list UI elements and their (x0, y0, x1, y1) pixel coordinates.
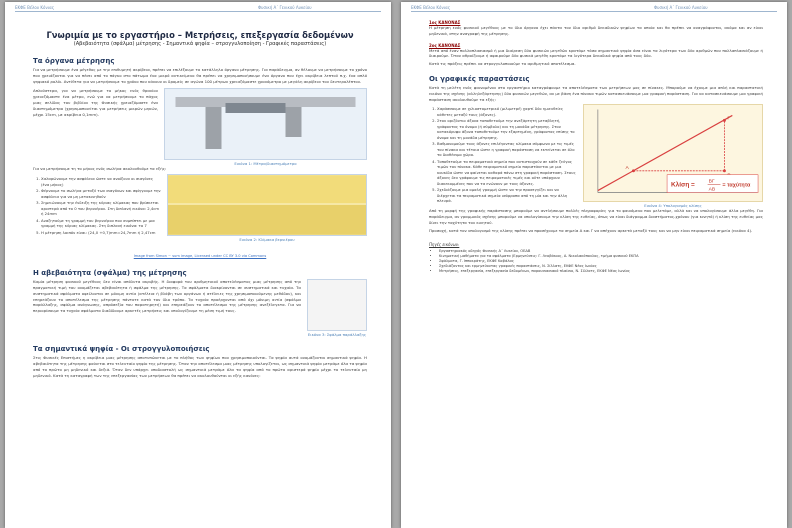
header-left: ΕΚΦΕ Βέλου Κόνιας (15, 5, 55, 10)
source-link[interactable]: Image from Simon ~ sum image, Licensed under CC BY 3.0 via Commons (133, 254, 267, 259)
section-title-uncertainty: Η αβεβαιότητα (σφάλμα) της μέτρησης (33, 269, 187, 278)
slope-label: Κλίση = (671, 181, 695, 189)
paragraph: Προσοχή, κατά τον υπολογισμό της κλίσης πρέπει να προσέχουμε τα σημεία Α και Γ να απέχουν αρκετά μεταξύ τους και να μην είναι πειραματικά σημεία (εικόνα 4). (429, 227, 753, 233)
section-title-graphs: Οι γραφικές παραστάσεις (429, 74, 530, 83)
list-item: 2. Στον οριζόντιο άξονα τοποθετούμε την ανεξάρτητη μεταβλητή, γράφοντας το όνομα (ή σύμβολο) και τη μονάδα μέτρησης. Στον κατακόρυφο άξονα τοποθετούμε την εξαρτημένη, γράφοντας επίσης το όνομα και τη μονάδα μέτρησης. (437, 118, 577, 140)
rule-2-title: 2ος ΚΑΝΟΝΑΣ (429, 42, 461, 48)
document-title: Γνωριμία με το εργαστήριο – Μετρήσεις, επεξεργασία δεδομένων (46, 30, 354, 40)
slope-graph-svg (584, 105, 762, 201)
list-item: • Μετρήσεις, επεξεργασία, επεξεργασία δεδομένων, παρουσιασιακό πλαίσιο, Ν. Σίλλατς, ΕΚΦΕ Νέας Ιωνίας (439, 269, 763, 274)
list-item: • Κινηματική μαθήματα για τα σφάλματα (Ερμηνεύσεις: Γ. Λεοβάκιος, Α. Νικολακόπουλος, τμήμα φυσικού ΕΚΠΑ (439, 254, 763, 259)
list-item: 3. Βαθμονομούμε τους άξονες επιλέγοντας κλίμακα σύμφωνα με τις τιμές του πίνακα και τέτοια ώστε η γραφική παράσταση να εκτείνεται σε όλο το διαθέσιμο χώρο. (437, 141, 577, 158)
header-right: Φυσική Α΄ Γενικού Λυκείου (654, 5, 708, 10)
paragraph: Στις Φυσικές Επιστήμες η ακρίβεια μιας μέτρησης αποτυπώνεται με το πλήθος των ψηφίων που χρησιμοποιούνται. Τα ψηφία αυτά ονομάζονται σημαντικά ψηφία. Η αβεβαιότητα της μέτρησης φαίνεται στο τελευταίο ψηφίο της μέτρησης. Όταν την αποτέλεσμα μιας μέτρησης υπολογίζεται, ως σημαντικά ψηφία μετράμε όλα τα ψηφία από το πρώτο μη μηδενικό και δεξιά. Όταν δεν υπάρχει υποδιαστολή ως σημαντικά μετράμε όλα τα ψηφία από το πρώτο αριστερά ψηφίο μέχρι το τελευταίο μη μηδενικό. Κατά τη καταγραφή των της επεξεργασίας των μετρήσεων θα πρέπει να ακολουθούνται οι εξής κανόνες: (33, 355, 367, 378)
slope-numerator: BΓ (708, 180, 715, 186)
rule-2-text: Μετά από έναν πολλαπλασιασμό ή μια διαίρεση δύο φυσικών μεγεθών κρατάμε τόσα σημαντικά ψηφία όσα είναι τα λιγότερα των δύο αριθμών που πολλαπλασιάζουμε ή διαιρούμε. Όταν αθροίζουμε ή αφαιρούμε δύο φυσικά μεγέθη κρατάμε τα λιγότερα δεκαδικά ψηφία από τους δύο. (429, 47, 763, 59)
list-item: 4. Τοποθετούμε τα πειραματικά σημεία που αντιστοιχούν σε κάθε ζεύγος τιμών του πίνακα. Κάθε πειραματικό σημείο παριστάνεται με μια κουκίδα ώστε να φαίνεται καθαρά πάνω στη γραφική παράσταση. Στους άξονες δεν γράφουμε τις πειραματικές τιμές και ούτε υπάρχουν διακεκομμένες που να τα ενώνουν με τους άξονες. (437, 159, 577, 187)
list-item: 5. Η μέτρηση λοιπόν είναι: (24,0 +0,7)mm=24,7mm ή 2,47cm (41, 230, 161, 236)
paragraph: Για να μετρήσουμε τη το μήκος ενός σωλήνα ακολουθούμε τα εξής: (33, 166, 167, 172)
section-title-significant-figures: Τα σημαντικά ψηφία - Οι στρογγυλοποιήσεις (33, 345, 210, 354)
header-divider (15, 11, 381, 12)
section-title-instruments: Τα όργανα μέτρησης (33, 57, 115, 65)
point-g-label: Γ (727, 116, 731, 122)
rule-1-text: Η μέτρηση ενός φυσικού μεγέθους με το ίδιο όργανο έχει πάντα τον ίδιο αριθμό δεκαδικών ψηφίων τα οποία και θα πρέπει να αναγράφονται, ακόμα και αν είναι μηδενικά, στην αναγραφή της μέτρησης. (429, 25, 763, 36)
document-page-1 (5, 2, 391, 528)
page-header (15, 5, 381, 10)
list-item: • Σφάλματα, Γ. Ιπποκράτης, ΕΚΦΕ Καβάλας (439, 259, 763, 264)
references-label: Πηγές εικόνων: (429, 241, 460, 247)
slope-denominator: AB (708, 187, 716, 193)
rule-1-title: 1ος ΚΑΝΟΝΑΣ (429, 20, 461, 25)
list-item: 5. Σχεδιάζουμε μια ομαλή γραμμή ώστε να την προσεγγίζει και να διέρχεται τα πειραματικά σημεία ισόρροπα από τη μία και την άλλη πλευρά. (437, 187, 577, 204)
point-b-marker (723, 170, 726, 173)
paragraph: Απλούστερα, για να μετρήσουμε το μήκος ενός θρανίου χρειαζόμαστε ένα μέτρο, ενώ για να μετρήσουμε το πάχος μιας σελίδας του βιβλίου της Φυσικής χρειαζόμαστε ένα διαστημόμετρο (χρησιμοποιείται για μετρήσεις μικρών μηκών, μέχρι 15cm, με ακρίβεια 0,1mm). (33, 88, 158, 117)
list-item: 1. Χαράσσουμε σε χιλιοστομετρικό (μιλιμετρέ) χαρτί δύο ημιευθείες κάθετες μεταξύ τους (άξονες). (437, 106, 577, 117)
point-a-marker (632, 170, 635, 173)
figure-caption: Εικόνα 1: Μέτρα/διαστημόμετρο (234, 161, 297, 167)
point-g-marker (723, 119, 726, 122)
caliper-image (164, 88, 367, 160)
list-item: • Σχεδιάζοντας και ερμηνεύοντας γραφικές παραστάσεις, Ν. Σίλλατς, ΕΚΦΕ Νέας Ιωνίας (439, 264, 763, 269)
vernier-scale-image (167, 174, 367, 236)
paragraph: Για να μετρήσουμε ένα μέγεθος με την επιθυμητή ακρίβεια, πρέπει να επιλέξουμε το κατάλληλο όργανο μέτρησης. Για παράδειγμα, αν θέλουμε να μετρήσουμε το χρόνο που χρειάζονται για να πέσει από το πάγκο στο πάτωμα ένα μικρό αντικείμενο θα πρέπει να χρησιμοποιήσουμε ένα όργανο που έχει ακρίβεια λεπτού π.χ. ένα απλό ψηφιακό ρολόι. Αντίθετα για να μετρήσουμε το χρόνο που κάνουν οι δρομείς σε αγώνα 100 μέτρων χρειαζόμαστε χρονόμετρο με μεγάλη ακρίβεια του δευτερολέπτου. (33, 67, 367, 84)
point-a-label: A (625, 166, 629, 172)
paragraph: Από τη μορφή της γραφικής παράστασης μπορούμε να αντλήσουμε πολλές πληροφορίες για το φαινόμενο που μελετάμε, αλλά και να υπολογίσουμε άλλα μεγέθη. Για παράδειγμα, αν γραμμικός σχέσης μπορούμε να υπολογίσουμε την κλίση της ευθείας, όπως να είναι διάγραμμα διαστήματος-χρόνου (για κινητό) ή κλίση της ευθείας μας δίνει την ταχύτητα του κινητού. (429, 208, 763, 225)
document-subtitle: (Αβεβαιότητα (σφάλμα) μέτρησης - Σημαντικά ψηφία – στρογγυλοποίηση - Γραφικές παραστάσεις) (73, 41, 327, 47)
page-header (411, 5, 777, 10)
figure-caption: Εικόνα 4: Υπολογισμός κλίσης (644, 203, 702, 209)
header-right: Φυσική Α΄ Γενικού Λυκείου (258, 5, 312, 10)
paragraph: Καμία μέτρηση φυσικού μεγέθους δεν είναι απόλυτα ακριβής. Η διαφορά του αριθμητικού αποτελέσματος μιας μέτρησης από την πραγματική τιμή του ονομάζεται αβεβαιότητα ή σφάλμα της μέτρησης. Τα σφάλματα διακρίνονται σε συστηματικά και τυχαία. Τα συστηματικά σφάλματα οφείλονται σε μόνιμη αιτία (ατέλεια ή βλάβη των οργάνων ή ατέλειες της χρησιμοποιούμενης μεθόδου), και επηρεάζουν το αποτέλεσμα της μέτρησης πάντοτε κατά τον ίδιο τρόπο. Τα τυχαία προέρχονται από όχι μόνιμη αιτία (σφάλμα παράλλαξης, σφάλμα ανάγνωσης, απρόσεξία του παρατηρητή) και επηρεάζουν το αποτέλεσμα της μέτρησης ανεξέλεγκτα. Για να περιορίσουμε τα τυχαία σφάλματα διαδίδουμε αρκετές μετρήσεις και υπολογίζουμε τη μέση τιμή τους. (33, 279, 301, 314)
header-divider (411, 11, 777, 12)
references-list (435, 249, 763, 274)
measurement-steps (41, 176, 161, 242)
slope-graph (583, 104, 763, 202)
list-item: 1. Χαλαρώνουμε την ασφάλεια ώστε να ανοίξουν οι σιαγόνες (ένα μήκος) (41, 176, 161, 187)
slope-result: = ταχύτητα (722, 182, 751, 189)
document-page-2 (401, 2, 787, 528)
graph-steps (437, 106, 577, 208)
paragraph: Κατά τη μελέτη ενός φαινομένου στο εργαστήριο καταγράφουμε τα αποτελέσματα των μετρήσεων μας σε πίνακες. Μπορούμε να έχουμε μια απλή και παραστατική εικόνα της σχέσης (αλληλεξάρτησης) δύο φυσικών μεγεθών, αν με βάση ένα πίνακα τιμών κατασκευάσουμε μια γραφική παράσταση. Για να κατασκευάσουμε μια γραφική παράσταση ακολουθούμε τα εξής: (429, 84, 763, 102)
figure-caption: Εικόνα 3: Σφάλμα παράλλαξης (307, 332, 367, 338)
list-item: 3. Σημειώνουμε την ένδειξη της κύριας κλίμακας που βρίσκεται αριστερά από το 0 του βερνιέρου. Στη διπλανή εικόνα: 2,4cm ή 24mm (41, 200, 161, 217)
list-item: 4. Αναζητούμε τη γραμμή του βερνιέρου που συμπίπτει με μια γραμμή της κύριας κλίμακας. Στη διπλανή εικόνα: το 7 (41, 218, 161, 229)
header-left: ΕΚΦΕ Βέλου Κόνιας (411, 5, 451, 10)
list-item: • Εργαστηριακός οδηγός Φυσικής Α΄ Λυκείου, ΟΕΔΒ (439, 249, 763, 254)
figure-caption: Εικόνα 2: Κλίμακα βερνιέρου (239, 237, 295, 243)
rule-2-note: Κατά τις πράξεις πρέπει να στρογγυλοποιούμε το αριθμητικό αποτέλεσμα. (429, 61, 576, 67)
list-item: 2. Φέρνουμε το σωλήνα μεταξύ των σιαγόνων και σφίγγουμε την ασφάλεια για να μη μετακινηθούν (41, 188, 161, 199)
parallax-image (307, 279, 367, 331)
